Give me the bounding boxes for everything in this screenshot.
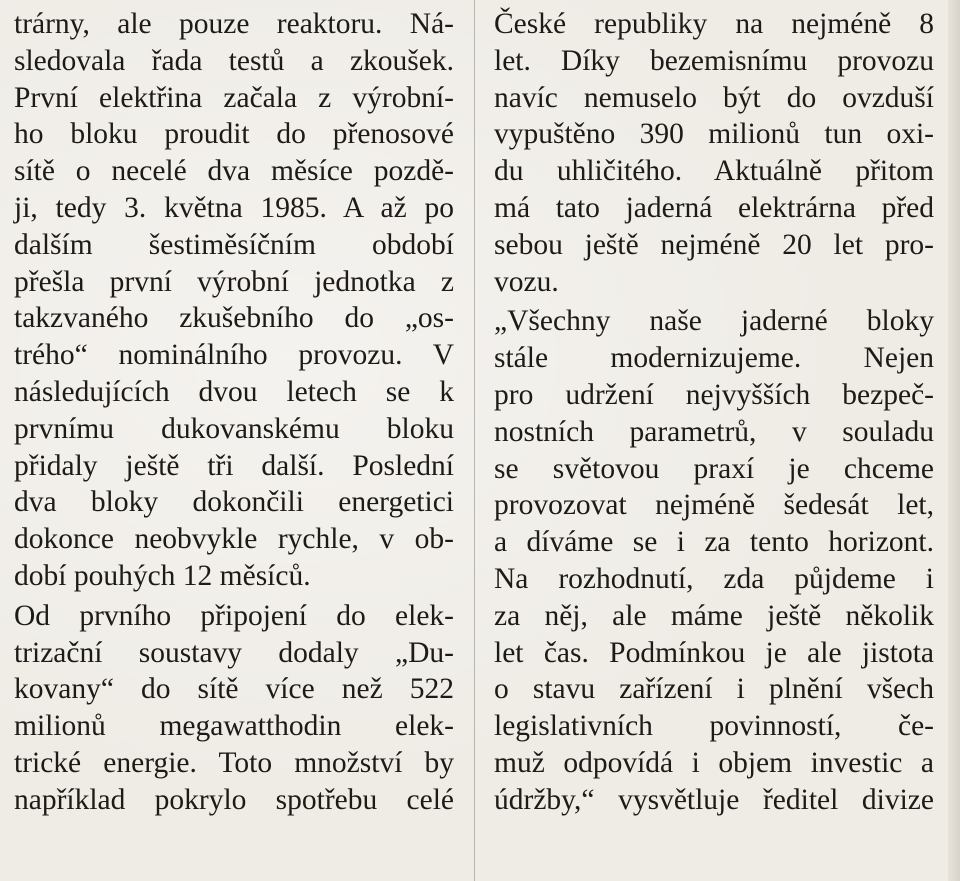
text-line: následujících dvou letech se k: [14, 375, 454, 408]
text-line: se světovou praxí je chceme: [494, 452, 934, 485]
text-line: přidaly ještě tři další. Poslední: [14, 449, 454, 482]
text-line: má tato jaderná elektrárna před: [494, 191, 934, 224]
left-column: [14, 0, 454, 819]
text-line: Od prvního připojení do elek-: [14, 599, 454, 632]
text-line: vozu.: [494, 265, 559, 298]
text-line: nostních parametrů, v souladu: [494, 415, 934, 448]
left-column-paragraph: [14, 6, 454, 595]
text-line: legislativních povinností, če-: [494, 710, 934, 743]
text-line: například pokrylo spotřebu celé: [14, 783, 454, 816]
right-column: [494, 0, 934, 819]
text-line: „Všechny naše jaderné bloky: [494, 305, 934, 338]
text-line: sledovala řada testů a zkoušek.: [14, 44, 454, 77]
text-line: dokonce neobvykle rychle, v ob-: [14, 523, 454, 556]
text-line: První elektřina začala z výrobní-: [14, 81, 454, 114]
text-line: kovany“ do sítě více než 522: [14, 673, 454, 706]
text-line: provozovat nejméně šedesát let,: [494, 489, 934, 522]
text-line: milionů megawatthodin elek-: [14, 710, 454, 743]
right-column-paragraph: [494, 6, 934, 300]
text-line: sítě o necelé dva měsíce pozdě-: [14, 155, 454, 188]
text-line: trické energie. Toto množství by: [14, 746, 454, 779]
text-line: prvnímu dukovanskému bloku: [14, 412, 454, 445]
right-column-paragraph: [494, 303, 934, 818]
text-line: pro udržení nejvyšších bezpeč-: [494, 378, 934, 411]
text-line: údržby,“ vysvětluje ředitel divize: [494, 783, 934, 816]
text-line: ho bloku proudit do přenosové: [14, 118, 454, 151]
text-line: České republiky na nejméně 8: [494, 8, 934, 40]
text-line: a díváme se i za tento horizont.: [494, 526, 934, 559]
text-line: let čas. Podmínkou je ale jistota: [494, 636, 934, 669]
text-line: dalším šestiměsíčním období: [14, 228, 454, 261]
text-line: přešla první výrobní jednotka z: [14, 265, 454, 298]
text-line: stále modernizujeme. Nejen: [494, 342, 934, 375]
text-line: let. Díky bezemisnímu provozu: [494, 44, 934, 77]
text-line: trizační soustavy dodaly „Du-: [14, 636, 454, 669]
text-line: dva bloky dokončili energetici: [14, 486, 454, 519]
text-line: za něj, ale máme ještě několik: [494, 599, 934, 632]
text-line: vypuštěno 390 milionů tun oxi-: [494, 118, 934, 151]
text-line: trého“ nominálního provozu. V: [14, 339, 454, 372]
text-line: takzvaného zkušebního do „os-: [14, 302, 454, 335]
column-divider: [474, 0, 475, 881]
text-line: sebou ještě nejméně 20 let pro-: [494, 228, 934, 261]
text-line: muž odpovídá i objem investic a: [494, 746, 934, 779]
page-edge-shadow: [948, 0, 960, 881]
text-line: o stavu zařízení i plnění všech: [494, 673, 934, 706]
text-line: dobí pouhých 12 měsíců.: [14, 559, 311, 592]
left-column-paragraph: [14, 598, 454, 819]
text-line: navíc nemuselo být do ovzduší: [494, 81, 934, 114]
text-line: Na rozhodnutí, zda půjdeme i: [494, 562, 934, 595]
text-line: ji, tedy 3. května 1985. A až po: [14, 191, 454, 224]
text-line: trárny, ale pouze reaktoru. Ná-: [14, 8, 454, 40]
text-line: du uhličitého. Aktuálně přitom: [494, 155, 934, 188]
